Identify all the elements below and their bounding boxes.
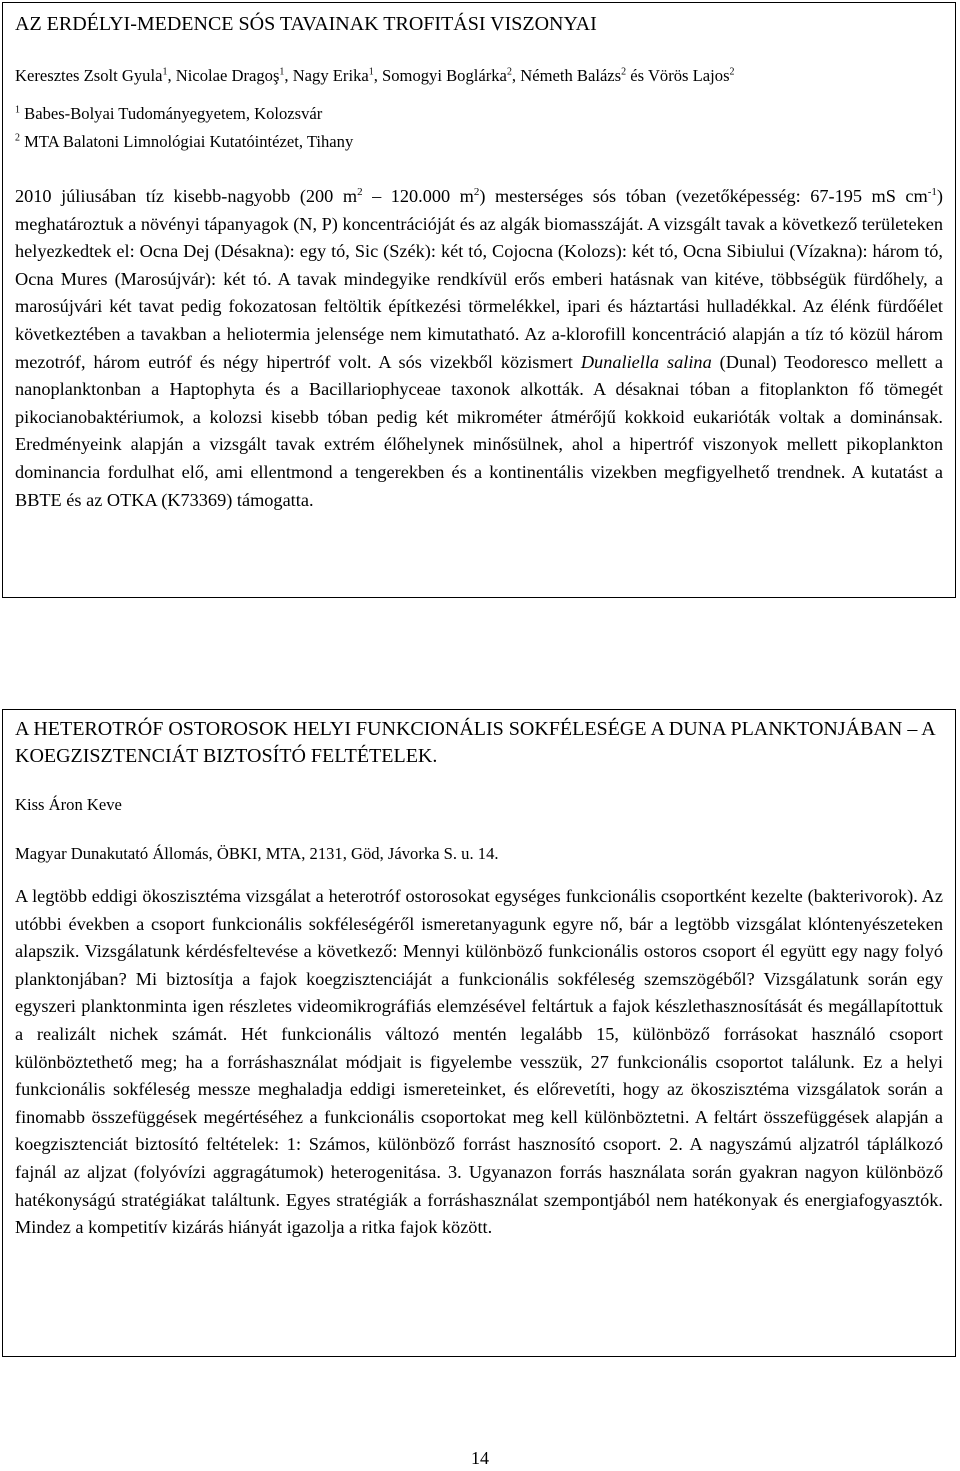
abstract-2-title: A HETEROTRÓF OSTOROSOK HELYI FUNKCIONÁLIS SOKFÉLESÉGE A DUNA PLANKTONJÁBAN – A KOEGZISZTENCIÁT BIZTOSÍTÓ FELTÉTELEK. (15, 718, 935, 767)
affiliation-2: $^2$ MTA Balatoni Limnológiai Kutatóintézet, Tihany (15, 132, 354, 151)
author-name: Vörös Lajos (647, 66, 730, 85)
author-separator: és (626, 66, 648, 85)
abstract-2-body: A legtöbb eddigi ökoszisztéma vizsgálat a heterotróf ostorosokat egységes funkcionális csoportként kezelte (bakterivorok). Az utóbbi években a csoport funkcionális sokféleségéről ismeretanyagunk egyre nő, bár a legtöbb vizsgálat klóntenyészeteken alapszik. Vizsgálatunk kérdésfeltevése a következő: Mennyi különböző funkcionális ostoros csoport él együtt egy nagy folyó planktonjában? Mi biztosítja a fajok koegzisztenciáját a funkcionális sokféleség szemszögéből? Vizsgálatunk során egy egyszeri planktonminta igen részletes videomikrográfiás elemzésével feltártuk a fajok készlethasznosítását és megállapítottuk a realizált nichek számát. Hét funkcionális változó mentén legalább 15, különböző forrásokat használó csoport különböztethető meg; ha a forráshasználat módjait is figyelembe vesszük, 27 funkcionális csoportot találunk. Ez a helyi funkcionális sokféleség messze meghaladja eddigi ismereteinket, és előrevetíti, hogy az ökoszisztéma vizsgálatok során a finomabb összefüggések megértéséhez a funkcionális csoportokat meg kell különböztetni. A feltárt összefüggések alapján a koegzisztenciát biztosító feltételek: 1: Számos, különböző forrást hasznosító csoport. 2. A nagyszámú aljzatról táplálkozó fajnál az aljzat (folyóvízi aggragátumok) heterogenitása. 3. Ugyanazon forrás használata során gyakran nagyon különböző hatékonyságú stratégiákat találtunk. Egyes stratégiák a forráshasználat szempontjából nem hatékonyak és energiafogyasztók. Mindez a kompetitív kizárás hiányát igazolja a ritka fajok között. (15, 886, 943, 1238)
author-affiliation-mark: 2 (729, 66, 735, 78)
author-separator: , (284, 66, 293, 85)
affiliation-1: $^1$ Babes-Bolyai Tudományegyetem, Kolozsvár (15, 104, 323, 123)
abstract-box-1 (2, 2, 956, 598)
author-name: Németh Balázs (520, 66, 622, 85)
abstract-2-author: Kiss Áron Keve (15, 795, 122, 814)
author-affiliation-mark: 1 (162, 66, 168, 78)
author-affiliation-mark: 2 (621, 66, 627, 78)
abstract-2-address: Magyar Dunakutató Állomás, ÖBKI, MTA, 2131, Göd, Jávorka S. u. 14. (15, 844, 499, 863)
author-separator: , (167, 66, 176, 85)
abstract-1-authors (15, 65, 943, 87)
author-separator: , (373, 66, 383, 85)
author-name: Nicolae Dragoş (175, 66, 280, 85)
author-name: Somogyi Boglárka (382, 66, 507, 85)
author-separator: , (511, 66, 521, 85)
page-number: 14 (471, 1448, 489, 1468)
author-affiliation-mark: 2 (506, 66, 512, 78)
author-name: Keresztes Zsolt Gyula (15, 66, 163, 85)
abstract-1-body: 2010 júliusában tíz kisebb-nagyobb (200 $m^2 - 120.000$ $m^2$) mesterséges sós tóban (vezetőképesség: 67-195 mS $cm^{-1}$) meghatároztuk a növényi tápanyagok (N, P) koncentrációját és az algák biomasszáját. A vizsgált tavak a következő területeken helyezkedtek el: Ocna Dej (Désakna): egy tó, Sic (Szék): két tó, Cojocna (Kolozs): két tó, Ocna Sibiului (Vízakna): három tó, Ocna Mures (Marosújvár): két tó. A tavak mindegyike rendkívül erős emberi hatásnak van kitéve, többségük fürdőhely, a marosújvári két tavat pedig fokozatosan feltöltik építkezési törmelékkel, ipari és háztartási hulladékkal. Az élénk fürdőélet következtében a tavakban a heliotermia jelensége nem kimutatható. Az a-klorofill koncentráció alapján a tíz tó közül három mezotróf, három eutróf és négy hipertróf volt. A sós vizekből közismert Dunaliella salina (Dunal) Teodoresco mellett a nanoplanktonban a Haptophyta és a Bacillariophyceae taxonok alkották. A désaknai tóban a fitoplankton fő tömegét pikocianobaktériumok, a kolozsi kisebb tóban pedig két mikrométer átmérőjű kokkoid eukarióták voltak a dominánsak. Eredményeink alapján a vizsgált tavak extrém élőhelynek minősülnek, ahol a hipertróf viszonyok mellett pikoplankton dominancia fordulhat elő, ami ellentmond a tengerekben és a kontinentális vizekben megfigyelhető trendnek. A kutatást a BBTE és az OTKA (K73369) támogatta. (15, 185, 943, 510)
abstract-box-2 (2, 709, 956, 1357)
author-name: Nagy Erika (292, 66, 369, 85)
abstract-1-title: AZ ERDÉLYI-MEDENCE SÓS TAVAINAK TROFITÁSI VISZONYAI (15, 13, 597, 35)
author-affiliation-mark: 1 (368, 66, 374, 78)
species-name: Dunaliella salina (580, 351, 712, 372)
author-affiliation-mark: 1 (279, 66, 285, 78)
